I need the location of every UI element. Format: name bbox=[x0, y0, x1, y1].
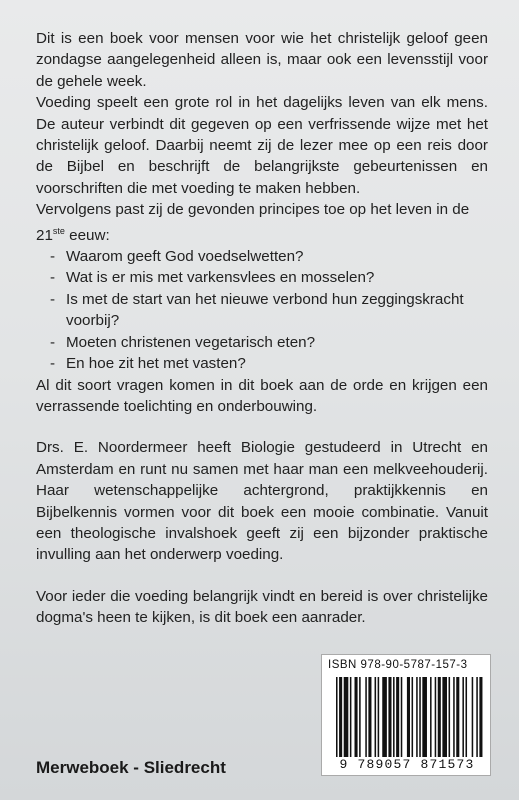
barcode-bar bbox=[375, 677, 377, 757]
barcode-bar bbox=[442, 677, 447, 757]
barcode-bar bbox=[407, 677, 410, 757]
barcode-bar bbox=[466, 677, 468, 757]
barcode-bar bbox=[336, 677, 338, 757]
barcode-bar bbox=[438, 677, 441, 757]
barcode-bar bbox=[453, 677, 455, 757]
ean-digits: 9 789057 871573 bbox=[339, 757, 475, 772]
barcode-bar bbox=[462, 677, 464, 757]
century-superscript: ste bbox=[52, 225, 65, 236]
principles-text: Vervolgens past zij de gevonden principes toe op het leven in de 21 bbox=[36, 201, 470, 244]
barcode-bar bbox=[365, 677, 367, 757]
barcode-bar bbox=[355, 677, 358, 757]
barcode-bar bbox=[401, 677, 403, 757]
barcode-bar bbox=[378, 677, 380, 757]
barcode-bar bbox=[339, 677, 342, 757]
barcode-bar bbox=[393, 677, 395, 757]
author-paragraph: Drs. E. Noordermeer heeft Biologie gestudeerd in Utrecht en Amsterdam en runt nu samen met haar man een melkveehouderij. Haar wetenschappelijke achtergrond, praktijkkennis en Bijbelkennis vormen voor dit boek een mooie combinatie. Vanuit een theologische invalshoek geeft zij een bijzonder praktische invulling aan het onderwerp voeding. bbox=[36, 439, 488, 564]
barcode-bar bbox=[456, 677, 459, 757]
barcode-bar bbox=[344, 677, 349, 757]
nutrition-paragraph: Voeding speelt een grote rol in het dagelijks leven van elk mens. De auteur verbindt dit gegeven op een verfrissende wijze met het christelijk geloof. Daarbij neemt zij de lezer mee op een reis door de Bijbel en beschrijft de belangrijkste gebeurtenissen en voorschriften die met voeding te maken hebben. bbox=[36, 94, 488, 197]
blurb bbox=[36, 28, 488, 629]
barcode-bar bbox=[449, 677, 451, 757]
question-item: - Moeten christenen vegetarisch eten? bbox=[50, 332, 488, 353]
barcode-bar bbox=[350, 677, 352, 757]
barcode-bar bbox=[419, 677, 421, 757]
recommendation-paragraph: Voor ieder die voeding belangrijk vindt en bereid is over christelijke dogma's heen te kijken, is dit boek een aanrader. bbox=[36, 587, 488, 627]
barcode-bar bbox=[412, 677, 414, 757]
barcode-bars bbox=[336, 677, 484, 757]
barcode-bar bbox=[359, 677, 361, 757]
principles-text-end: eeuw: bbox=[64, 226, 110, 244]
question-item: - Wat is er mis met varkensvlees en mosselen? bbox=[50, 267, 488, 288]
intro-paragraph: Dit is een boek voor mensen voor wie het christelijk geloof geen zondagse aangelegenheid alleen is, maar ook een levensstijl voor de gehele week. bbox=[36, 30, 488, 90]
barcode-bar bbox=[476, 677, 478, 757]
barcode-bar bbox=[479, 677, 482, 757]
question-item: - Waarom geeft God voedselwetten? bbox=[50, 246, 488, 267]
isbn-label: ISBN 978-90-5787-157-3 bbox=[328, 659, 468, 671]
barcode-bar bbox=[416, 677, 418, 757]
barcode-bar bbox=[388, 677, 391, 757]
barcode-bar bbox=[368, 677, 371, 757]
barcode-bar bbox=[430, 677, 432, 757]
principles-paragraph bbox=[36, 199, 488, 246]
publisher-name: Merweboek - Sliedrecht bbox=[36, 758, 226, 777]
question-item: - Is met de start van het nieuwe verbond hun zeggingskracht voorbij? bbox=[50, 289, 488, 332]
barcode-bar bbox=[435, 677, 437, 757]
barcode-bar bbox=[382, 677, 387, 757]
barcode-bar bbox=[396, 677, 399, 757]
question-list bbox=[36, 246, 488, 374]
barcode-bar bbox=[472, 677, 474, 757]
barcode-box bbox=[321, 654, 491, 776]
questions-summary-paragraph: Al dit soort vragen komen in dit boek aan de orde en krijgen een verrassende toelichting en onderbouwing. bbox=[36, 376, 488, 415]
question-item: - En hoe zit het met vasten? bbox=[50, 353, 488, 374]
barcode-bar bbox=[422, 677, 427, 757]
